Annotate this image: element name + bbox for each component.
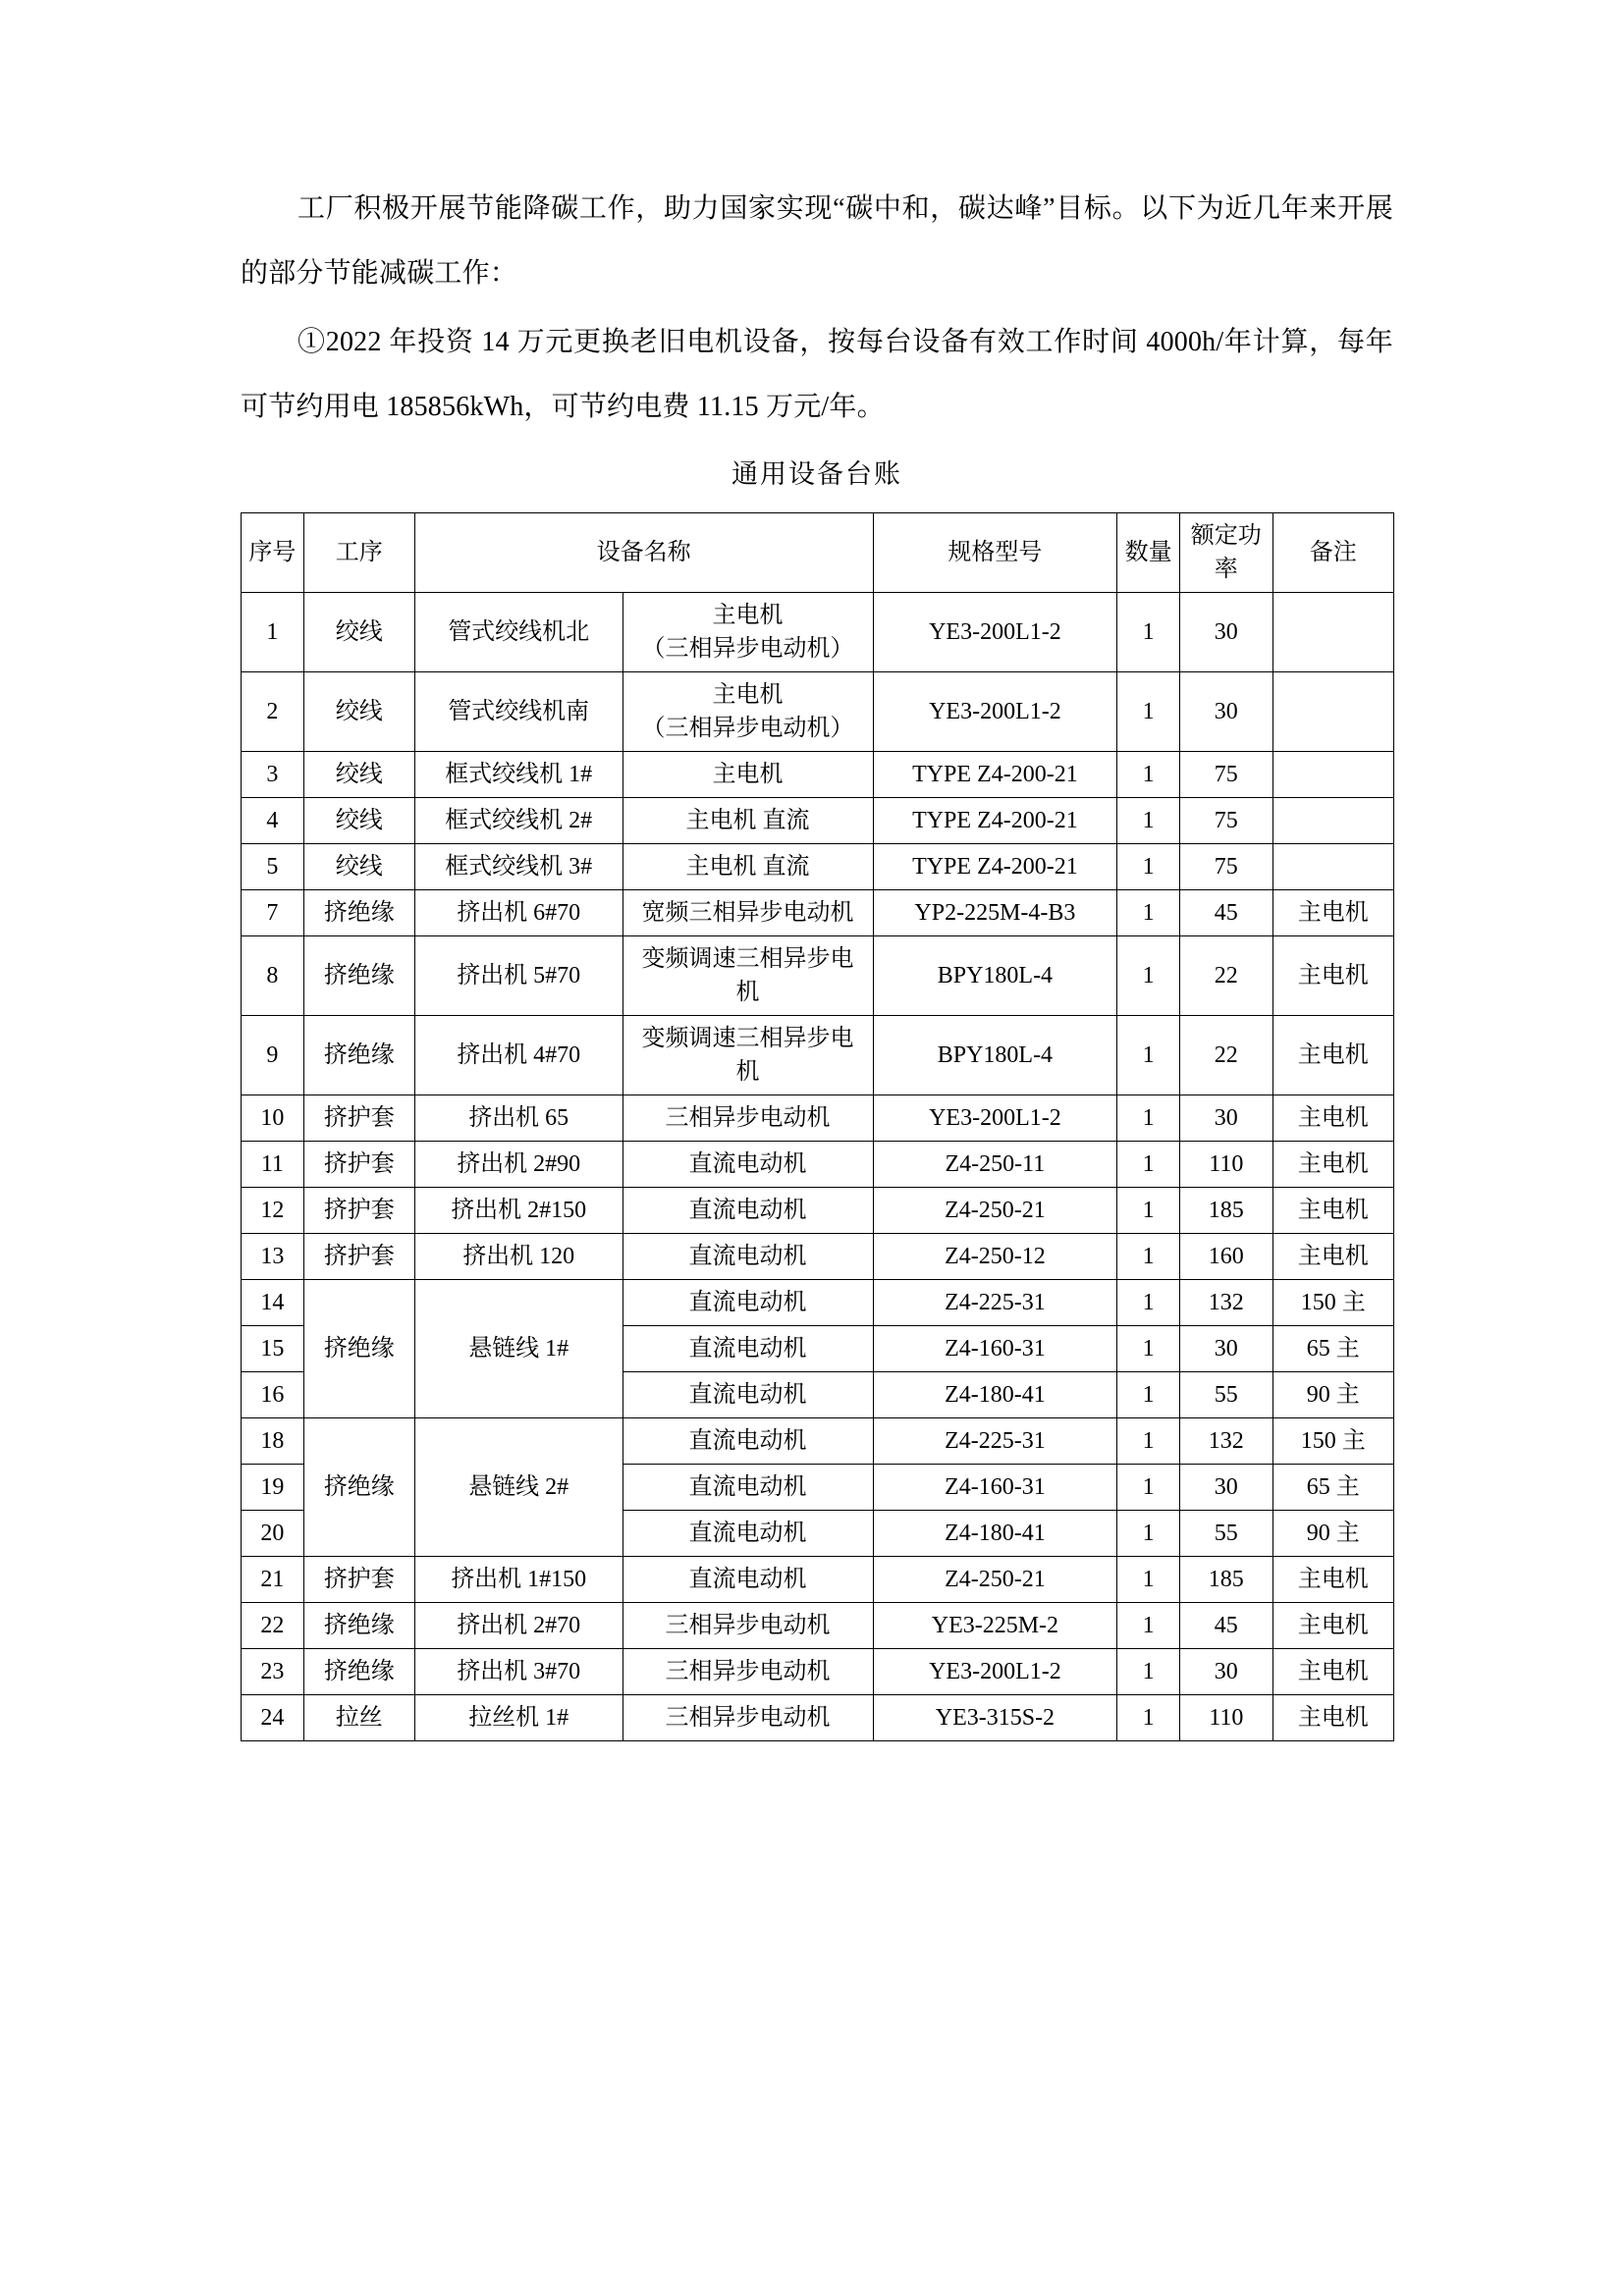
cell-equipment: 挤出机 2#70 bbox=[414, 1603, 623, 1649]
cell-equipment: 挤出机 3#70 bbox=[414, 1649, 623, 1695]
cell-model: Z4-160-31 bbox=[873, 1465, 1117, 1511]
header-process: 工序 bbox=[303, 513, 414, 593]
cell-remark: 主电机 bbox=[1272, 1142, 1393, 1188]
cell-model: YP2-225M-4-B3 bbox=[873, 890, 1117, 936]
cell-name: 直流电动机 bbox=[623, 1188, 873, 1234]
cell-model: Z4-180-41 bbox=[873, 1511, 1117, 1557]
cell-process: 挤绝缘 bbox=[303, 1016, 414, 1095]
cell-qty: 1 bbox=[1117, 672, 1180, 752]
cell-equipment-merged: 悬链线 2# bbox=[414, 1418, 623, 1557]
table-row bbox=[242, 1695, 1394, 1741]
cell-qty: 1 bbox=[1117, 1418, 1180, 1465]
cell-remark: 主电机 bbox=[1272, 890, 1393, 936]
cell-remark bbox=[1272, 798, 1393, 844]
cell-remark bbox=[1272, 593, 1393, 672]
table-row bbox=[242, 1142, 1394, 1188]
cell-equipment: 拉丝机 1# bbox=[414, 1695, 623, 1741]
header-remark: 备注 bbox=[1272, 513, 1393, 593]
cell-no: 15 bbox=[242, 1326, 304, 1372]
header-no: 序号 bbox=[242, 513, 304, 593]
cell-equipment: 挤出机 5#70 bbox=[414, 936, 623, 1016]
cell-remark: 主电机 bbox=[1272, 1649, 1393, 1695]
cell-equipment: 挤出机 2#90 bbox=[414, 1142, 623, 1188]
cell-no: 22 bbox=[242, 1603, 304, 1649]
cell-qty: 1 bbox=[1117, 1372, 1180, 1418]
table-row bbox=[242, 593, 1394, 672]
cell-power: 55 bbox=[1180, 1372, 1273, 1418]
cell-model: YE3-200L1-2 bbox=[873, 1649, 1117, 1695]
table-row bbox=[242, 1234, 1394, 1280]
table-row bbox=[242, 1418, 1394, 1465]
cell-name: 变频调速三相异步电 机 bbox=[623, 1016, 873, 1095]
cell-power: 30 bbox=[1180, 1465, 1273, 1511]
cell-remark: 主电机 bbox=[1272, 1695, 1393, 1741]
cell-name: 直流电动机 bbox=[623, 1326, 873, 1372]
table-row bbox=[242, 1649, 1394, 1695]
cell-equipment: 挤出机 6#70 bbox=[414, 890, 623, 936]
cell-model: BPY180L-4 bbox=[873, 936, 1117, 1016]
header-equipment-name: 设备名称 bbox=[414, 513, 873, 593]
table-row bbox=[242, 1280, 1394, 1326]
cell-power: 55 bbox=[1180, 1511, 1273, 1557]
cell-power: 22 bbox=[1180, 936, 1273, 1016]
cell-name: 三相异步电动机 bbox=[623, 1649, 873, 1695]
cell-process: 绞线 bbox=[303, 593, 414, 672]
cell-no: 12 bbox=[242, 1188, 304, 1234]
cell-no: 5 bbox=[242, 844, 304, 890]
cell-equipment: 挤出机 65 bbox=[414, 1095, 623, 1142]
cell-remark: 主电机 bbox=[1272, 1557, 1393, 1603]
cell-name: 三相异步电动机 bbox=[623, 1095, 873, 1142]
cell-name: 直流电动机 bbox=[623, 1465, 873, 1511]
cell-equipment: 挤出机 2#150 bbox=[414, 1188, 623, 1234]
cell-process: 挤护套 bbox=[303, 1095, 414, 1142]
cell-no: 9 bbox=[242, 1016, 304, 1095]
cell-no: 2 bbox=[242, 672, 304, 752]
header-power: 额定功率 bbox=[1180, 513, 1273, 593]
cell-process: 挤绝缘 bbox=[303, 1603, 414, 1649]
cell-qty: 1 bbox=[1117, 593, 1180, 672]
cell-remark: 主电机 bbox=[1272, 1234, 1393, 1280]
cell-no: 18 bbox=[242, 1418, 304, 1465]
cell-model: Z4-250-21 bbox=[873, 1557, 1117, 1603]
cell-power: 45 bbox=[1180, 1603, 1273, 1649]
cell-qty: 1 bbox=[1117, 1695, 1180, 1741]
cell-power: 45 bbox=[1180, 890, 1273, 936]
cell-process: 挤护套 bbox=[303, 1557, 414, 1603]
table-title: 通用设备台账 bbox=[731, 459, 902, 489]
cell-model: Z4-225-31 bbox=[873, 1418, 1117, 1465]
cell-equipment: 挤出机 4#70 bbox=[414, 1016, 623, 1095]
cell-equipment: 管式绞线机南 bbox=[414, 672, 623, 752]
header-model: 规格型号 bbox=[873, 513, 1117, 593]
cell-name: 直流电动机 bbox=[623, 1557, 873, 1603]
cell-power: 75 bbox=[1180, 798, 1273, 844]
cell-equipment: 框式绞线机 1# bbox=[414, 752, 623, 798]
cell-process-merged: 挤绝缘 bbox=[303, 1418, 414, 1557]
cell-no: 8 bbox=[242, 936, 304, 1016]
cell-name: 主电机 （三相异步电动机） bbox=[623, 672, 873, 752]
cell-model: TYPE Z4-200-21 bbox=[873, 752, 1117, 798]
header-qty: 数量 bbox=[1117, 513, 1180, 593]
cell-model: TYPE Z4-200-21 bbox=[873, 798, 1117, 844]
table-row bbox=[242, 672, 1394, 752]
cell-name: 宽频三相异步电动机 bbox=[623, 890, 873, 936]
cell-name: 直流电动机 bbox=[623, 1234, 873, 1280]
cell-process: 绞线 bbox=[303, 844, 414, 890]
cell-no: 23 bbox=[242, 1649, 304, 1695]
cell-process: 绞线 bbox=[303, 752, 414, 798]
cell-model: Z4-225-31 bbox=[873, 1280, 1117, 1326]
cell-no: 11 bbox=[242, 1142, 304, 1188]
cell-model: Z4-250-21 bbox=[873, 1188, 1117, 1234]
cell-power: 22 bbox=[1180, 1016, 1273, 1095]
cell-remark: 主电机 bbox=[1272, 1095, 1393, 1142]
table-row bbox=[242, 890, 1394, 936]
cell-qty: 1 bbox=[1117, 1649, 1180, 1695]
cell-no: 21 bbox=[242, 1557, 304, 1603]
cell-qty: 1 bbox=[1117, 1603, 1180, 1649]
table-row bbox=[242, 752, 1394, 798]
cell-name: 主电机 （三相异步电动机） bbox=[623, 593, 873, 672]
cell-qty: 1 bbox=[1117, 798, 1180, 844]
cell-equipment: 管式绞线机北 bbox=[414, 593, 623, 672]
cell-process: 挤绝缘 bbox=[303, 936, 414, 1016]
cell-qty: 1 bbox=[1117, 1465, 1180, 1511]
cell-no: 24 bbox=[242, 1695, 304, 1741]
cell-no: 7 bbox=[242, 890, 304, 936]
cell-power: 185 bbox=[1180, 1557, 1273, 1603]
cell-no: 16 bbox=[242, 1372, 304, 1418]
cell-equipment-merged: 悬链线 1# bbox=[414, 1280, 623, 1418]
equipment-ledger-table bbox=[241, 512, 1394, 1741]
cell-remark bbox=[1272, 752, 1393, 798]
paragraph-item-1: ①2022 年投资 14 万元更换老旧电机设备，按每台设备有效工作时间 4000h/年计算，每年可节约用电 185856kWh，可节约电费 11.15 万元/年。 bbox=[241, 327, 1393, 422]
cell-model: Z4-250-11 bbox=[873, 1142, 1117, 1188]
cell-process: 挤绝缘 bbox=[303, 890, 414, 936]
table-row bbox=[242, 1188, 1394, 1234]
cell-equipment: 挤出机 120 bbox=[414, 1234, 623, 1280]
cell-qty: 1 bbox=[1117, 1280, 1180, 1326]
cell-process: 挤护套 bbox=[303, 1234, 414, 1280]
cell-remark: 主电机 bbox=[1272, 1603, 1393, 1649]
cell-model: TYPE Z4-200-21 bbox=[873, 844, 1117, 890]
cell-name: 主电机 直流 bbox=[623, 844, 873, 890]
cell-power: 30 bbox=[1180, 672, 1273, 752]
cell-power: 30 bbox=[1180, 1649, 1273, 1695]
cell-model: Z4-160-31 bbox=[873, 1326, 1117, 1372]
cell-name: 三相异步电动机 bbox=[623, 1603, 873, 1649]
cell-remark: 65 主 bbox=[1272, 1465, 1393, 1511]
cell-no: 13 bbox=[242, 1234, 304, 1280]
table-row bbox=[242, 844, 1394, 890]
cell-model: YE3-200L1-2 bbox=[873, 1095, 1117, 1142]
cell-name: 变频调速三相异步电 机 bbox=[623, 936, 873, 1016]
cell-process: 绞线 bbox=[303, 798, 414, 844]
cell-remark bbox=[1272, 844, 1393, 890]
cell-remark: 90 主 bbox=[1272, 1511, 1393, 1557]
cell-no: 20 bbox=[242, 1511, 304, 1557]
table-row bbox=[242, 1603, 1394, 1649]
cell-remark: 150 主 bbox=[1272, 1280, 1393, 1326]
cell-qty: 1 bbox=[1117, 1557, 1180, 1603]
paragraph-intro: 工厂积极开展节能降碳工作，助力国家实现“碳中和，碳达峰”目标。以下为近几年来开展的部分节能减碳工作： bbox=[241, 193, 1393, 289]
cell-qty: 1 bbox=[1117, 844, 1180, 890]
cell-power: 30 bbox=[1180, 1326, 1273, 1372]
table-row bbox=[242, 1557, 1394, 1603]
cell-qty: 1 bbox=[1117, 1188, 1180, 1234]
cell-name: 主电机 直流 bbox=[623, 798, 873, 844]
cell-qty: 1 bbox=[1117, 1095, 1180, 1142]
cell-process: 挤护套 bbox=[303, 1142, 414, 1188]
cell-name: 直流电动机 bbox=[623, 1372, 873, 1418]
cell-remark: 150 主 bbox=[1272, 1418, 1393, 1465]
cell-no: 19 bbox=[242, 1465, 304, 1511]
cell-no: 14 bbox=[242, 1280, 304, 1326]
cell-process: 拉丝 bbox=[303, 1695, 414, 1741]
cell-process: 挤绝缘 bbox=[303, 1649, 414, 1695]
cell-power: 132 bbox=[1180, 1280, 1273, 1326]
cell-remark bbox=[1272, 672, 1393, 752]
cell-model: Z4-180-41 bbox=[873, 1372, 1117, 1418]
cell-power: 132 bbox=[1180, 1418, 1273, 1465]
cell-name: 直流电动机 bbox=[623, 1418, 873, 1465]
cell-qty: 1 bbox=[1117, 1016, 1180, 1095]
cell-model: YE3-315S-2 bbox=[873, 1695, 1117, 1741]
cell-qty: 1 bbox=[1117, 1234, 1180, 1280]
cell-name: 直流电动机 bbox=[623, 1142, 873, 1188]
cell-qty: 1 bbox=[1117, 936, 1180, 1016]
cell-remark: 主电机 bbox=[1272, 1188, 1393, 1234]
cell-name: 直流电动机 bbox=[623, 1280, 873, 1326]
cell-power: 75 bbox=[1180, 752, 1273, 798]
cell-name: 直流电动机 bbox=[623, 1511, 873, 1557]
cell-power: 185 bbox=[1180, 1188, 1273, 1234]
cell-model: YE3-225M-2 bbox=[873, 1603, 1117, 1649]
cell-name: 主电机 bbox=[623, 752, 873, 798]
cell-model: BPY180L-4 bbox=[873, 1016, 1117, 1095]
cell-remark: 主电机 bbox=[1272, 936, 1393, 1016]
cell-qty: 1 bbox=[1117, 890, 1180, 936]
cell-power: 160 bbox=[1180, 1234, 1273, 1280]
cell-power: 110 bbox=[1180, 1695, 1273, 1741]
cell-power: 30 bbox=[1180, 593, 1273, 672]
cell-qty: 1 bbox=[1117, 1511, 1180, 1557]
cell-process-merged: 挤绝缘 bbox=[303, 1280, 414, 1418]
table-row bbox=[242, 936, 1394, 1016]
table-row bbox=[242, 798, 1394, 844]
cell-model: YE3-200L1-2 bbox=[873, 593, 1117, 672]
cell-equipment: 框式绞线机 3# bbox=[414, 844, 623, 890]
cell-qty: 1 bbox=[1117, 1142, 1180, 1188]
cell-no: 10 bbox=[242, 1095, 304, 1142]
cell-equipment: 挤出机 1#150 bbox=[414, 1557, 623, 1603]
table-row bbox=[242, 1095, 1394, 1142]
table-row bbox=[242, 1016, 1394, 1095]
cell-equipment: 框式绞线机 2# bbox=[414, 798, 623, 844]
cell-remark: 主电机 bbox=[1272, 1016, 1393, 1095]
cell-no: 3 bbox=[242, 752, 304, 798]
cell-remark: 65 主 bbox=[1272, 1326, 1393, 1372]
cell-model: Z4-250-12 bbox=[873, 1234, 1117, 1280]
cell-process: 挤护套 bbox=[303, 1188, 414, 1234]
cell-process: 绞线 bbox=[303, 672, 414, 752]
cell-qty: 1 bbox=[1117, 752, 1180, 798]
cell-power: 110 bbox=[1180, 1142, 1273, 1188]
cell-name: 三相异步电动机 bbox=[623, 1695, 873, 1741]
cell-power: 30 bbox=[1180, 1095, 1273, 1142]
cell-qty: 1 bbox=[1117, 1326, 1180, 1372]
table-header-row bbox=[242, 513, 1394, 593]
cell-no: 1 bbox=[242, 593, 304, 672]
cell-remark: 90 主 bbox=[1272, 1372, 1393, 1418]
cell-model: YE3-200L1-2 bbox=[873, 672, 1117, 752]
cell-no: 4 bbox=[242, 798, 304, 844]
cell-power: 75 bbox=[1180, 844, 1273, 890]
